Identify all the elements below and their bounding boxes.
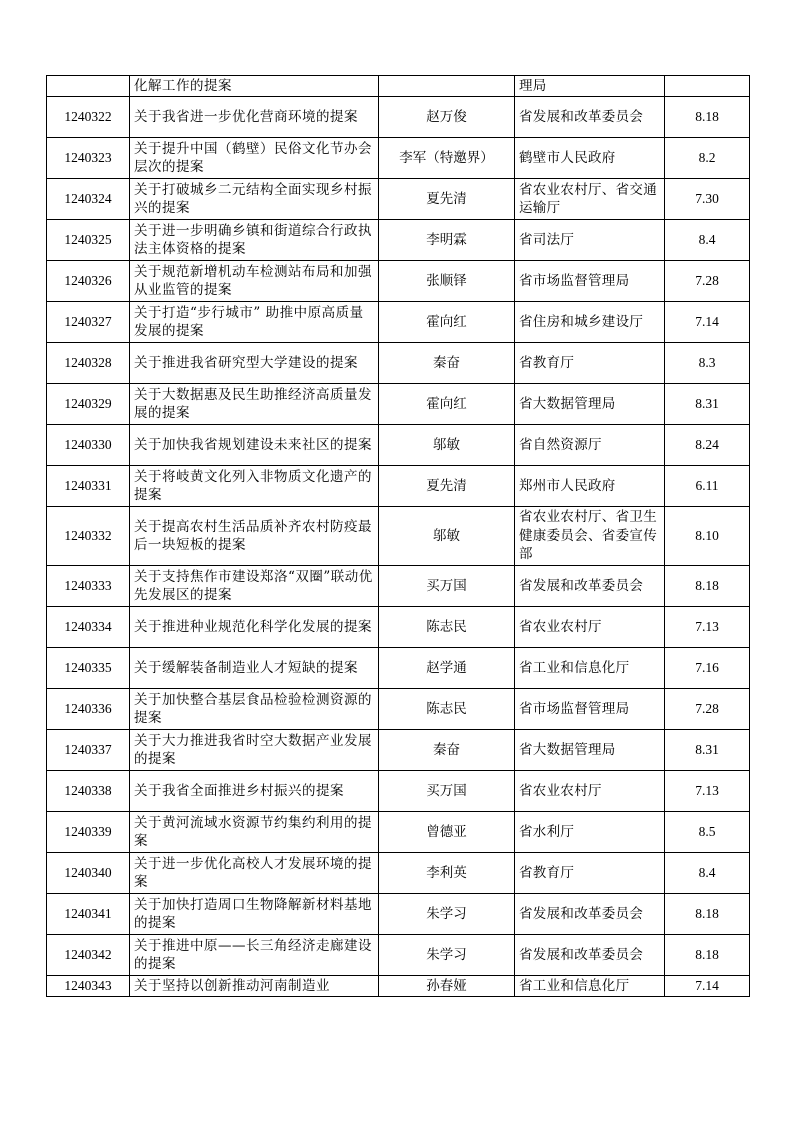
table-row	[47, 812, 750, 853]
reply-date: 8.4	[698, 231, 716, 247]
date-cell	[665, 566, 750, 607]
reply-date: 7.14	[695, 977, 719, 993]
proposal-title: 关于提高农村生活品质补齐农村防疫最后一块短板的提案	[134, 518, 372, 553]
proposal-title-cell	[130, 220, 379, 261]
proposal-id: 1240342	[64, 946, 112, 962]
handling-unit-cell	[515, 507, 665, 566]
proposer-name: 霍向红	[426, 395, 467, 412]
handling-unit-cell	[515, 812, 665, 853]
proposer-name: 朱学习	[426, 946, 467, 963]
date-cell	[665, 302, 750, 343]
reply-date: 7.14	[695, 313, 719, 329]
table-row	[47, 302, 750, 343]
handling-unit: 省水利厅	[519, 823, 575, 840]
proposal-id-cell	[47, 76, 130, 97]
proposer-cell	[379, 894, 515, 935]
date-cell	[665, 607, 750, 648]
proposal-title: 关于进一步优化高校人才发展环境的提案	[134, 855, 372, 890]
table-row	[47, 179, 750, 220]
proposer-cell	[379, 507, 515, 566]
proposer-name: 李利英	[426, 864, 467, 881]
date-cell	[665, 935, 750, 976]
proposal-id: 1240335	[64, 659, 112, 675]
handling-unit: 省司法厅	[519, 231, 575, 248]
proposer-name: 霍向红	[426, 313, 467, 330]
proposal-table-body	[47, 76, 750, 997]
proposer-cell	[379, 976, 515, 997]
reply-date: 8.24	[695, 436, 719, 452]
proposal-id: 1240332	[64, 527, 112, 543]
handling-unit-cell	[515, 894, 665, 935]
proposer-cell	[379, 76, 515, 97]
proposer-cell	[379, 648, 515, 689]
handling-unit-cell	[515, 384, 665, 425]
proposal-id-cell	[47, 935, 130, 976]
proposer-cell	[379, 771, 515, 812]
date-cell	[665, 466, 750, 507]
proposal-title: 关于缓解装备制造业人才短缺的提案	[134, 659, 358, 676]
table-row	[47, 976, 750, 997]
proposer-cell	[379, 466, 515, 507]
proposal-id-cell	[47, 894, 130, 935]
proposal-table	[46, 75, 750, 997]
proposal-title-cell	[130, 384, 379, 425]
proposal-title-cell	[130, 507, 379, 566]
proposal-title-cell	[130, 894, 379, 935]
proposal-title: 关于推进中原——长三角经济走廊建设的提案	[134, 937, 372, 972]
reply-date: 8.18	[695, 946, 719, 962]
handling-unit-cell	[515, 648, 665, 689]
proposer-cell	[379, 607, 515, 648]
handling-unit: 省大数据管理局	[519, 741, 616, 758]
proposal-title: 关于进一步明确乡镇和街道综合行政执法主体资格的提案	[134, 222, 372, 257]
proposal-title: 化解工作的提案	[134, 77, 232, 94]
handling-unit: 省大数据管理局	[519, 395, 616, 412]
proposer-cell	[379, 689, 515, 730]
handling-unit: 省农业农村厅	[519, 618, 602, 635]
reply-date: 8.31	[695, 395, 719, 411]
proposer-cell	[379, 935, 515, 976]
proposal-id: 1240327	[64, 313, 112, 329]
proposer-name: 朱学习	[426, 905, 467, 922]
proposal-id-cell	[47, 976, 130, 997]
proposer-cell	[379, 302, 515, 343]
date-cell	[665, 261, 750, 302]
proposer-name: 邬敏	[433, 527, 460, 544]
date-cell	[665, 689, 750, 730]
table-row	[47, 771, 750, 812]
reply-date: 8.4	[698, 864, 716, 880]
handling-unit: 省农业农村厅、省卫生健康委员会、省委宣传部	[519, 509, 657, 563]
reply-date: 8.2	[698, 149, 716, 165]
proposal-title: 关于提升中国（鹤壁）民俗文化节办会层次的提案	[134, 140, 372, 175]
handling-unit-cell	[515, 771, 665, 812]
proposer-name: 买万国	[426, 782, 467, 799]
proposal-id: 1240326	[64, 272, 112, 288]
handling-unit: 鹤壁市人民政府	[519, 149, 616, 166]
handling-unit-cell	[515, 466, 665, 507]
proposal-title: 关于规范新增机动车检测站布局和加强从业监管的提案	[134, 263, 372, 298]
proposal-title: 关于加快整合基层食品检验检测资源的提案	[134, 691, 372, 726]
handling-unit: 省发展和改革委员会	[519, 577, 644, 594]
table-row	[47, 343, 750, 384]
handling-unit: 省自然资源厅	[519, 436, 602, 453]
handling-unit-cell	[515, 97, 665, 138]
proposal-id-cell	[47, 261, 130, 302]
handling-unit-cell	[515, 261, 665, 302]
proposal-id: 1240341	[64, 905, 112, 921]
proposer-name: 邬敏	[433, 436, 460, 453]
table-row	[47, 507, 750, 566]
table-row	[47, 384, 750, 425]
handling-unit: 省市场监督管理局	[519, 700, 630, 717]
proposer-name: 秦奋	[433, 354, 460, 371]
table-row	[47, 689, 750, 730]
table-row	[47, 138, 750, 179]
handling-unit: 省农业农村厅	[519, 782, 602, 799]
handling-unit-cell	[515, 976, 665, 997]
handling-unit: 郑州市人民政府	[519, 477, 616, 494]
proposal-title-cell	[130, 466, 379, 507]
handling-unit: 省发展和改革委员会	[519, 905, 644, 922]
proposal-id: 1240331	[64, 477, 112, 493]
proposal-title-cell	[130, 261, 379, 302]
proposer-cell	[379, 730, 515, 771]
handling-unit: 省住房和城乡建设厅	[519, 313, 644, 330]
handling-unit-cell	[515, 76, 665, 97]
date-cell	[665, 730, 750, 771]
date-cell	[665, 76, 750, 97]
table-row	[47, 853, 750, 894]
proposal-id: 1240339	[64, 823, 112, 839]
date-cell	[665, 179, 750, 220]
handling-unit: 省发展和改革委员会	[519, 946, 644, 963]
proposal-id-cell	[47, 689, 130, 730]
proposal-id: 1240325	[64, 231, 112, 247]
reply-date: 7.13	[695, 782, 719, 798]
table-row	[47, 894, 750, 935]
proposer-name: 赵学通	[426, 659, 467, 676]
proposal-title: 关于大力推进我省时空大数据产业发展的提案	[134, 732, 372, 767]
proposer-name: 赵万俊	[426, 108, 467, 125]
proposal-id: 1240343	[64, 977, 112, 993]
reply-date: 8.3	[698, 354, 716, 370]
handling-unit-cell	[515, 730, 665, 771]
handling-unit-cell	[515, 566, 665, 607]
proposal-title-cell	[130, 179, 379, 220]
proposal-id: 1240322	[64, 108, 112, 124]
reply-date: 8.31	[695, 741, 719, 757]
reply-date: 8.18	[695, 108, 719, 124]
proposal-title: 关于加快我省规划建设未来社区的提案	[134, 436, 372, 453]
proposal-id-cell	[47, 179, 130, 220]
proposal-id-cell	[47, 97, 130, 138]
proposer-cell	[379, 812, 515, 853]
reply-date: 8.5	[698, 823, 716, 839]
handling-unit: 省工业和信息化厅	[519, 659, 630, 676]
table-row	[47, 76, 750, 97]
date-cell	[665, 425, 750, 466]
proposal-title-cell	[130, 566, 379, 607]
proposal-id: 1240338	[64, 782, 112, 798]
proposal-title-cell	[130, 302, 379, 343]
reply-date: 8.10	[695, 527, 719, 543]
proposal-id-cell	[47, 771, 130, 812]
table-row	[47, 648, 750, 689]
handling-unit-cell	[515, 935, 665, 976]
proposal-id-cell	[47, 343, 130, 384]
proposal-id-cell	[47, 384, 130, 425]
handling-unit-cell	[515, 607, 665, 648]
proposer-cell	[379, 853, 515, 894]
proposal-title: 关于加快打造周口生物降解新材料基地的提案	[134, 896, 372, 931]
table-row	[47, 935, 750, 976]
proposal-title-cell	[130, 853, 379, 894]
proposal-id: 1240337	[64, 741, 112, 757]
reply-date: 8.18	[695, 577, 719, 593]
table-row	[47, 730, 750, 771]
handling-unit: 理局	[519, 77, 547, 94]
proposer-cell	[379, 138, 515, 179]
date-cell	[665, 976, 750, 997]
proposal-id-cell	[47, 466, 130, 507]
handling-unit: 省农业农村厅、省交通运输厅	[519, 181, 657, 216]
proposal-id-cell	[47, 302, 130, 343]
proposal-title-cell	[130, 648, 379, 689]
proposer-cell	[379, 425, 515, 466]
proposal-title-cell	[130, 607, 379, 648]
table-row	[47, 220, 750, 261]
handling-unit: 省教育厅	[519, 354, 575, 371]
reply-date: 6.11	[695, 477, 719, 493]
proposal-id-cell	[47, 607, 130, 648]
proposer-name: 张顺铎	[426, 272, 467, 289]
proposal-id: 1240340	[64, 864, 112, 880]
handling-unit-cell	[515, 853, 665, 894]
date-cell	[665, 343, 750, 384]
proposer-cell	[379, 261, 515, 302]
proposal-title-cell	[130, 425, 379, 466]
reply-date: 7.16	[695, 659, 719, 675]
proposal-title: 关于推进我省研究型大学建设的提案	[134, 354, 358, 371]
proposal-id-cell	[47, 507, 130, 566]
reply-date: 7.28	[695, 272, 719, 288]
handling-unit-cell	[515, 138, 665, 179]
proposer-name: 李军（特邀界）	[399, 149, 494, 166]
proposal-id-cell	[47, 138, 130, 179]
proposer-cell	[379, 343, 515, 384]
proposal-title: 关于推进种业规范化科学化发展的提案	[134, 618, 372, 635]
date-cell	[665, 812, 750, 853]
table-row	[47, 261, 750, 302]
handling-unit: 省教育厅	[519, 864, 575, 881]
proposal-title: 关于我省进一步优化营商环境的提案	[134, 108, 358, 125]
proposal-title: 关于打造“步行城市” 助推中原高质量发展的提案	[134, 304, 364, 339]
date-cell	[665, 648, 750, 689]
table-row	[47, 425, 750, 466]
proposer-name: 陈志民	[426, 700, 467, 717]
reply-date: 7.28	[695, 700, 719, 716]
proposal-title-cell	[130, 689, 379, 730]
proposal-title: 关于支持焦作市建设郑洛“双圈”联动优先发展区的提案	[134, 568, 373, 603]
proposal-id-cell	[47, 648, 130, 689]
proposal-id: 1240330	[64, 436, 112, 452]
proposer-cell	[379, 97, 515, 138]
table-row	[47, 97, 750, 138]
proposer-name: 夏先清	[426, 190, 467, 207]
proposal-id: 1240333	[64, 577, 112, 593]
date-cell	[665, 771, 750, 812]
date-cell	[665, 138, 750, 179]
handling-unit-cell	[515, 302, 665, 343]
date-cell	[665, 384, 750, 425]
proposal-title-cell	[130, 730, 379, 771]
proposer-name: 陈志民	[426, 618, 467, 635]
proposal-id: 1240328	[64, 354, 112, 370]
proposer-cell	[379, 566, 515, 607]
reply-date: 7.13	[695, 618, 719, 634]
proposal-id-cell	[47, 730, 130, 771]
handling-unit: 省工业和信息化厅	[519, 977, 630, 994]
date-cell	[665, 507, 750, 566]
proposal-id-cell	[47, 220, 130, 261]
proposal-id-cell	[47, 812, 130, 853]
proposal-title: 关于坚持以创新推动河南制造业	[134, 977, 330, 994]
proposer-name: 买万国	[426, 577, 467, 594]
proposer-name: 曾德亚	[426, 823, 467, 840]
proposal-title-cell	[130, 97, 379, 138]
proposal-title: 关于大数据惠及民生助推经济高质量发展的提案	[134, 386, 372, 421]
proposal-title-cell	[130, 976, 379, 997]
proposal-title-cell	[130, 812, 379, 853]
proposal-title: 关于我省全面推进乡村振兴的提案	[134, 782, 344, 799]
proposal-title-cell	[130, 343, 379, 384]
proposal-id: 1240329	[64, 395, 112, 411]
proposer-cell	[379, 220, 515, 261]
handling-unit: 省市场监督管理局	[519, 272, 630, 289]
handling-unit-cell	[515, 689, 665, 730]
proposer-name: 李明霖	[426, 231, 467, 248]
proposer-name: 夏先清	[426, 477, 467, 494]
proposal-id: 1240323	[64, 149, 112, 165]
proposal-id-cell	[47, 425, 130, 466]
proposal-title-cell	[130, 76, 379, 97]
handling-unit-cell	[515, 425, 665, 466]
proposal-title: 关于黄河流域水资源节约集约利用的提案	[134, 814, 372, 849]
handling-unit-cell	[515, 343, 665, 384]
handling-unit-cell	[515, 179, 665, 220]
proposer-cell	[379, 179, 515, 220]
reply-date: 7.30	[695, 190, 719, 206]
proposal-id: 1240324	[64, 190, 112, 206]
proposal-title: 关于将岐黄文化列入非物质文化遗产的提案	[134, 468, 372, 503]
proposer-name: 孙春娅	[426, 977, 467, 994]
date-cell	[665, 894, 750, 935]
proposer-cell	[379, 384, 515, 425]
table-row	[47, 566, 750, 607]
proposer-name: 秦奋	[433, 741, 460, 758]
table-row	[47, 607, 750, 648]
handling-unit-cell	[515, 220, 665, 261]
handling-unit: 省发展和改革委员会	[519, 108, 644, 125]
proposal-id: 1240334	[64, 618, 112, 634]
reply-date: 8.18	[695, 905, 719, 921]
proposal-title: 关于打破城乡二元结构全面实现乡村振兴的提案	[134, 181, 372, 216]
proposal-id: 1240336	[64, 700, 112, 716]
date-cell	[665, 853, 750, 894]
proposal-title-cell	[130, 935, 379, 976]
date-cell	[665, 97, 750, 138]
proposal-title-cell	[130, 771, 379, 812]
date-cell	[665, 220, 750, 261]
proposal-id-cell	[47, 853, 130, 894]
proposal-id-cell	[47, 566, 130, 607]
proposal-title-cell	[130, 138, 379, 179]
table-row	[47, 466, 750, 507]
